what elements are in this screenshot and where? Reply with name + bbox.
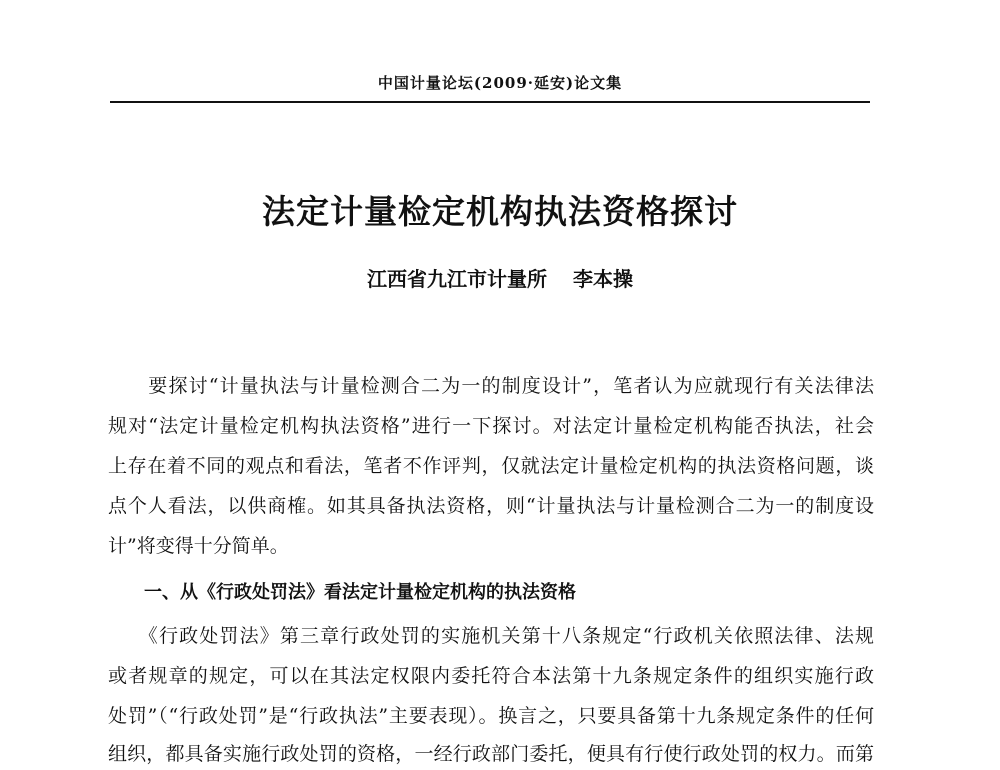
byline [0,263,1000,292]
affiliation: 江西省九江市计量所 [367,267,547,291]
paragraph-line: 上存在着不同的观点和看法，笔者不作评判，仅就法定计量检定机构的执法资格问题，谈 [108,455,874,477]
paragraph-line: 点个人看法，以供商榷。如其具备执法资格，则“计量执法与计量检测合二为一的制度设 [108,495,874,517]
paragraph-line: 要探讨“计量执法与计量检测合二为一的制度设计”，笔者认为应就现行有关法律法 [108,375,874,397]
header-rule [110,101,870,103]
paper-title: 法定计量检定机构执法资格探讨 [262,192,738,231]
paragraph-line: 计”将变得十分简单。 [108,535,289,557]
paragraph-line: 处罚”（“行政处罚”是“行政执法”主要表现）。换言之，只要具备第十九条规定条件的任何 [108,705,874,727]
paragraph-line: 《行政处罚法》第三章行政处罚的实施机关第十八条规定“行政机关依照法律、法规 [108,625,874,647]
section-heading: 一、从《行政处罚法》看法定计量检定机构的执法资格 [108,582,576,603]
paragraph-line: 组织，都具备实施行政处罚的资格，一经行政部门委托，便具有行使行政处罚的权力。而第 [108,743,874,765]
paragraph-line: 规对“法定计量检定机构执法资格”进行一下探讨。对法定计量检定机构能否执法，社会 [108,415,874,437]
paragraph-line: 或者规章的规定，可以在其法定权限内委托符合本法第十九条规定条件的组织实施行政 [108,665,874,687]
running-header: 中国计量论坛(2009·延安)论文集 [377,74,623,92]
author-name: 李本操 [573,267,633,291]
